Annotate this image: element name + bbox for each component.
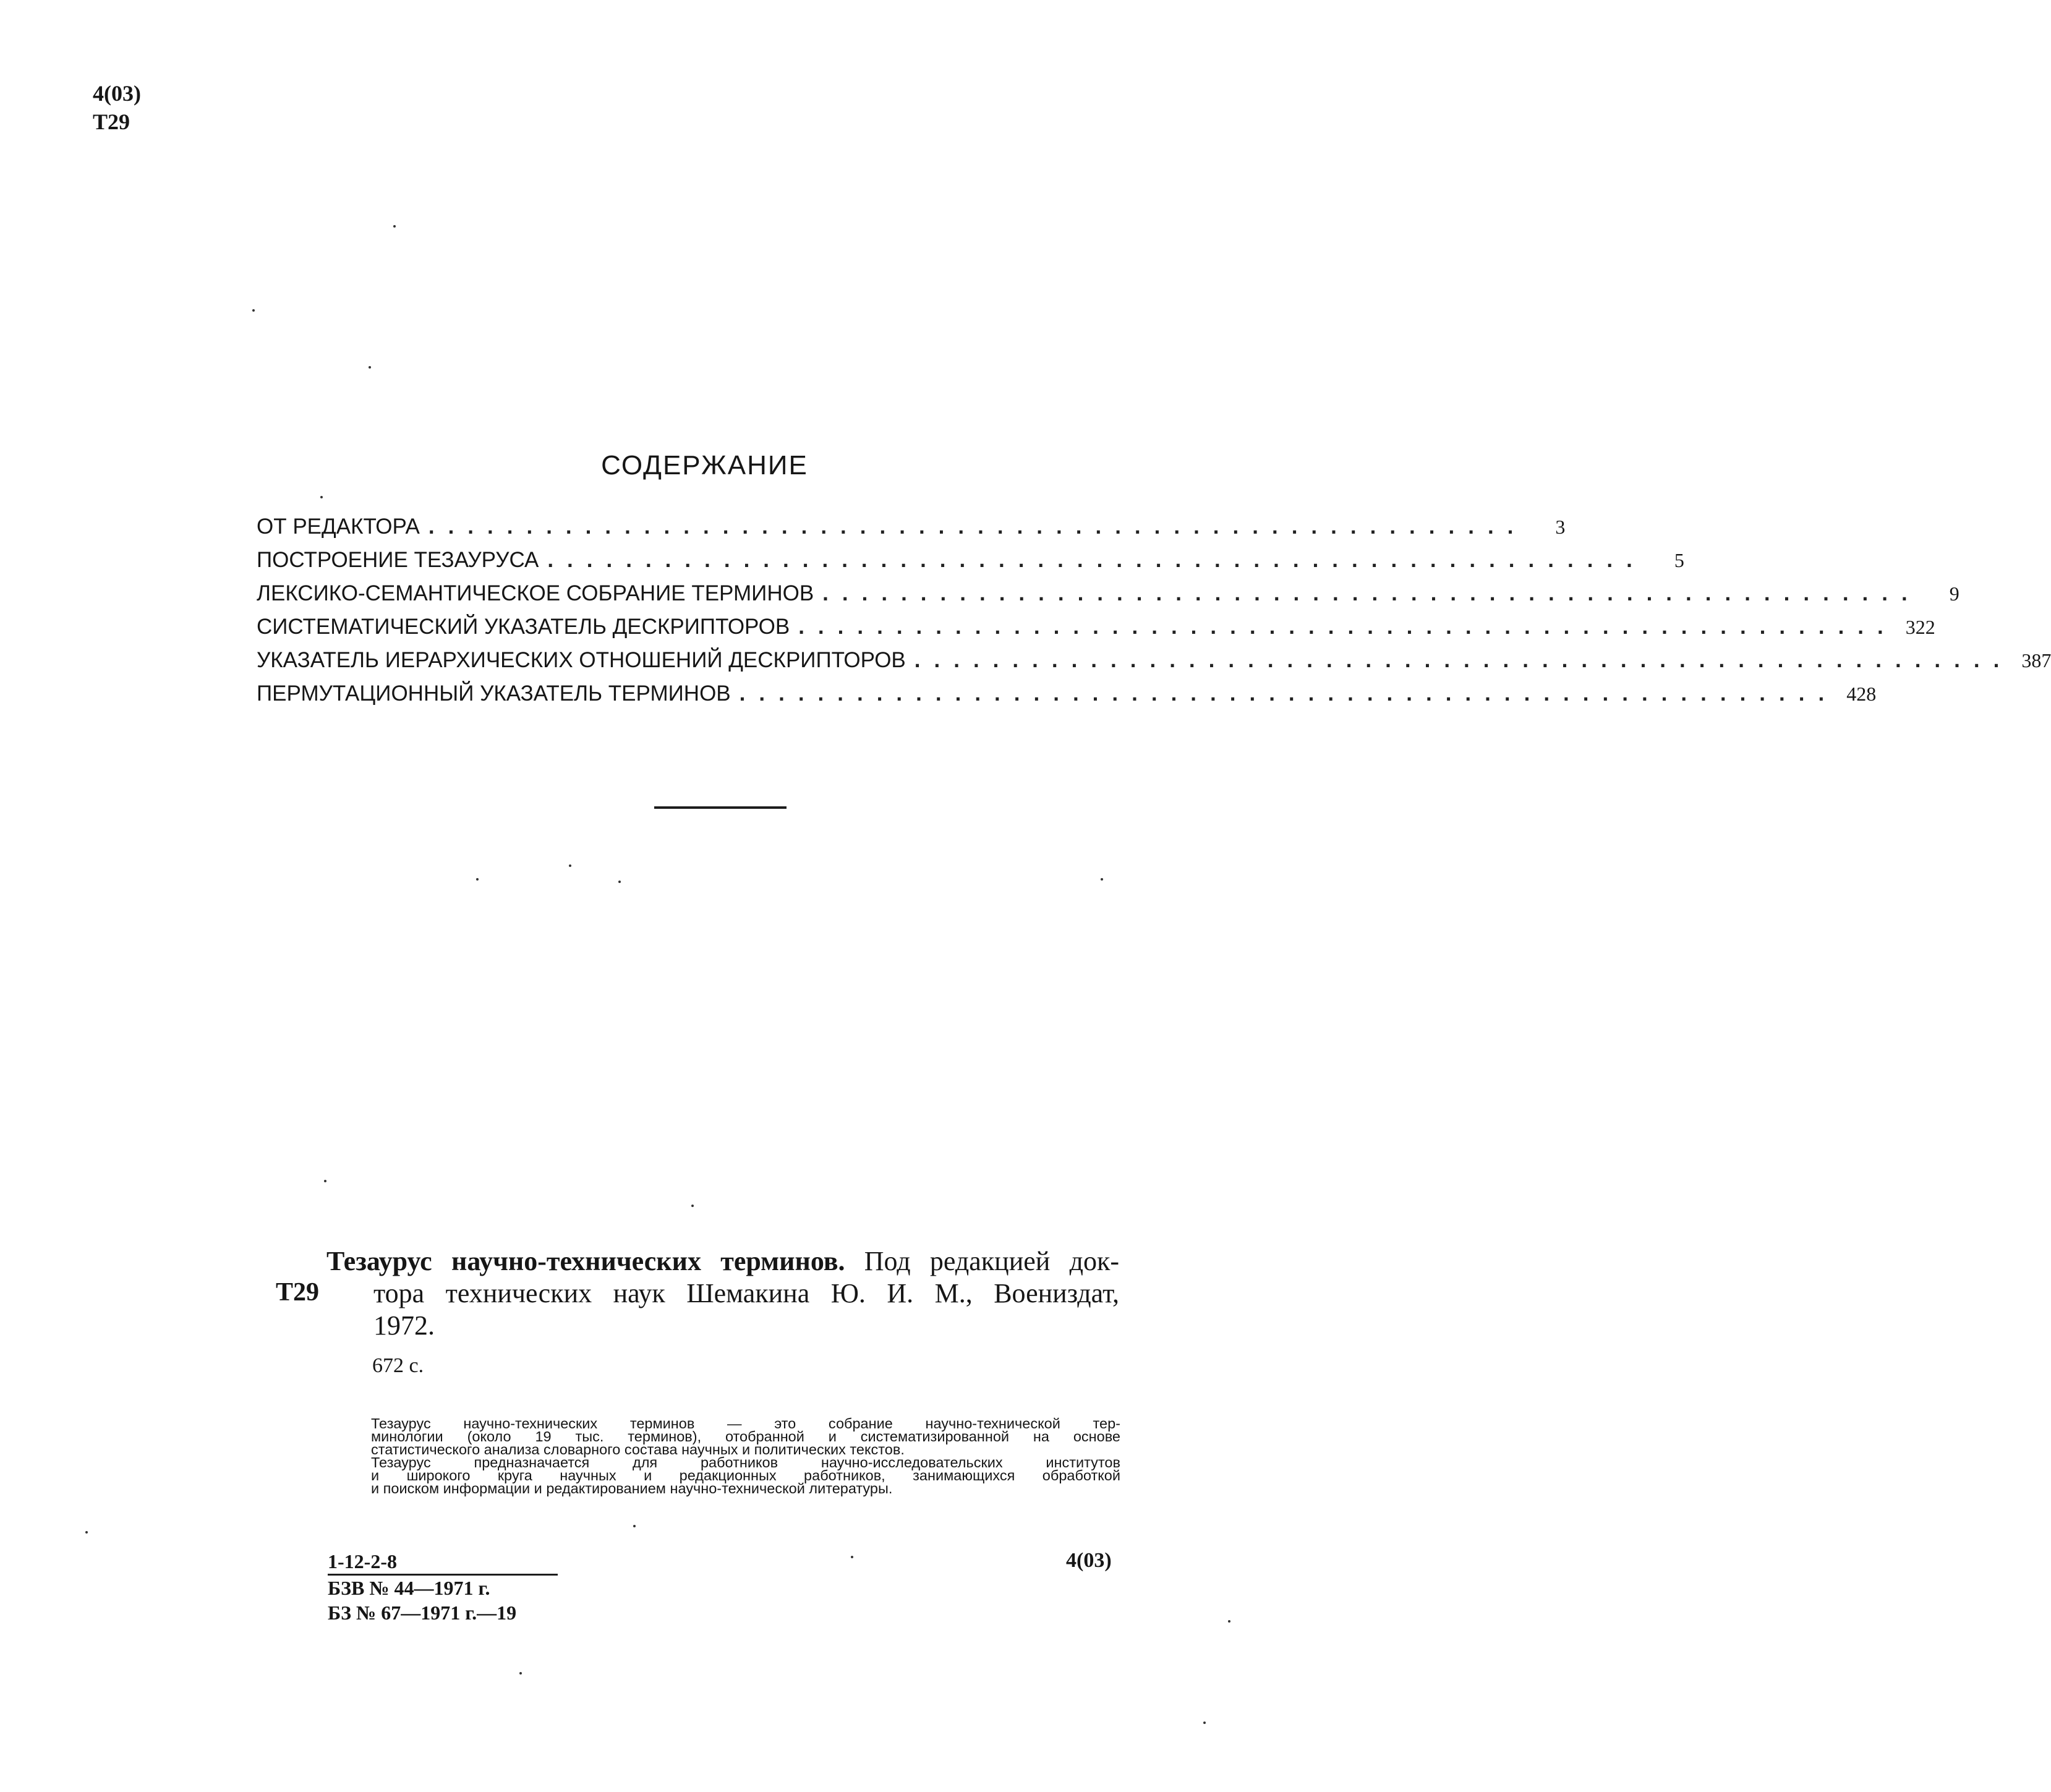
- toc-entry: [257, 577, 1959, 610]
- description-line-1: [326, 1245, 1119, 1278]
- toc-entry-title: ПОСТРОЕНИЕ ТЕЗАУРУСА: [257, 548, 539, 572]
- author-mark: Т29: [93, 109, 130, 134]
- toc-leader-dots: ........................................................: [547, 548, 1646, 572]
- classification-index-bottom: 4(03): [1066, 1549, 1112, 1572]
- imprint-line-1: БЗВ № 44—1971 г.: [328, 1577, 490, 1599]
- annotation: [371, 1417, 1120, 1495]
- toc-entry-page: 3: [1555, 516, 1566, 538]
- toc-leader-dots: ........................................................: [739, 681, 1838, 706]
- contents-heading-text: СОДЕРЖАНИЕ: [601, 450, 808, 480]
- scan-speck: [691, 1205, 694, 1207]
- imprint-codes: [328, 1549, 558, 1625]
- annotation-line: Тезаурус научно-технических терминов — это собрание научно-технической тер-: [371, 1415, 1120, 1431]
- scan-speck: [252, 309, 255, 312]
- toc-leader-dots: ........................................................: [428, 514, 1527, 539]
- toc-entry: [257, 644, 2051, 677]
- imprint-line-2: БЗ № 67—1971 г.—19: [328, 1602, 517, 1624]
- toc-entry-title: ОТ РЕДАКТОРА: [257, 514, 420, 539]
- toc-leader-dots: ........................................................: [822, 581, 1921, 605]
- scan-speck: [519, 1672, 522, 1675]
- toc-entry-page: 428: [1846, 683, 1877, 705]
- toc-entry-page: 9: [1949, 582, 1959, 605]
- book-title: Тезаурус научно-технических терминов.: [326, 1246, 845, 1276]
- annotation-line: Тезаурус предназначается для работников научно-исследовательских институтов: [371, 1454, 1120, 1470]
- scan-speck: [324, 1180, 326, 1182]
- toc-entry-title: СИСТЕМАТИЧЕСКИЙ УКАЗАТЕЛЬ ДЕСКРИПТОРОВ: [257, 615, 790, 639]
- toc-entry-page: 387: [2021, 649, 2051, 672]
- scan-speck: [1101, 878, 1103, 881]
- publication-year: 1972.: [373, 1310, 435, 1341]
- bibliographic-description: [326, 1245, 1119, 1342]
- editor-line-start: Под редакцией док-: [864, 1246, 1119, 1276]
- imprint-code: 1-12-2-8: [328, 1549, 558, 1576]
- toc-entry: [257, 677, 1877, 710]
- annotation-line: статистического анализа словарного состава научных и политических текстов.: [371, 1441, 905, 1457]
- scan-speck: [85, 1531, 88, 1534]
- toc-entry: [257, 544, 1684, 577]
- contents-heading: [0, 450, 1392, 481]
- scan-speck: [320, 496, 323, 498]
- toc-entry-title: ЛЕКСИКО-СЕМАНТИЧЕСКОЕ СОБРАНИЕ ТЕРМИНОВ: [257, 581, 814, 605]
- annotation-paragraph-1: [371, 1417, 1120, 1456]
- scan-speck: [1203, 1722, 1206, 1724]
- toc-entry-title: ПЕРМУТАЦИОННЫЙ УКАЗАТЕЛЬ ТЕРМИНОВ: [257, 681, 731, 706]
- scan-speck: [476, 878, 479, 881]
- classification-index: 4(03): [93, 81, 141, 106]
- toc-entry-page: 322: [1905, 616, 1935, 638]
- toc-entry: [257, 510, 1566, 544]
- scan-speck: [618, 881, 621, 883]
- table-of-contents: [257, 510, 2051, 710]
- scan-speck: [569, 864, 571, 867]
- toc-entry-page: 5: [1674, 549, 1684, 571]
- annotation-line: и поиском информации и редактированием научно-технической литературы.: [371, 1480, 893, 1496]
- description-line-2: тора технических наук Шемакина Ю. И. М., Воениздат,: [373, 1278, 1119, 1308]
- scan-speck: [1228, 1620, 1230, 1623]
- toc-leader-dots: ........................................................: [798, 615, 1897, 639]
- toc-entry-title: УКАЗАТЕЛЬ ИЕРАРХИЧЕСКИХ ОТНОШЕНИЙ ДЕСКРИПТОРОВ: [257, 648, 906, 672]
- toc-entry: [257, 610, 1935, 644]
- scan-speck: [369, 366, 371, 369]
- scan-speck: [851, 1556, 853, 1558]
- scan-speck: [393, 225, 396, 228]
- classification-mark-top: [93, 79, 141, 136]
- scan-speck: [633, 1525, 636, 1527]
- annotation-line: и широкого круга научных и редакционных работников, занимающихся обработкой: [371, 1467, 1120, 1483]
- card-author-mark: Т29: [276, 1278, 320, 1307]
- divider-rule: [654, 806, 787, 809]
- annotation-paragraph-2: [371, 1456, 1120, 1495]
- page-count: 672 с.: [372, 1354, 424, 1377]
- toc-leader-dots: ........................................................: [914, 648, 2013, 672]
- annotation-line: минологии (около 19 тыс. терминов), отобранной и систематизированной на основе: [371, 1428, 1120, 1444]
